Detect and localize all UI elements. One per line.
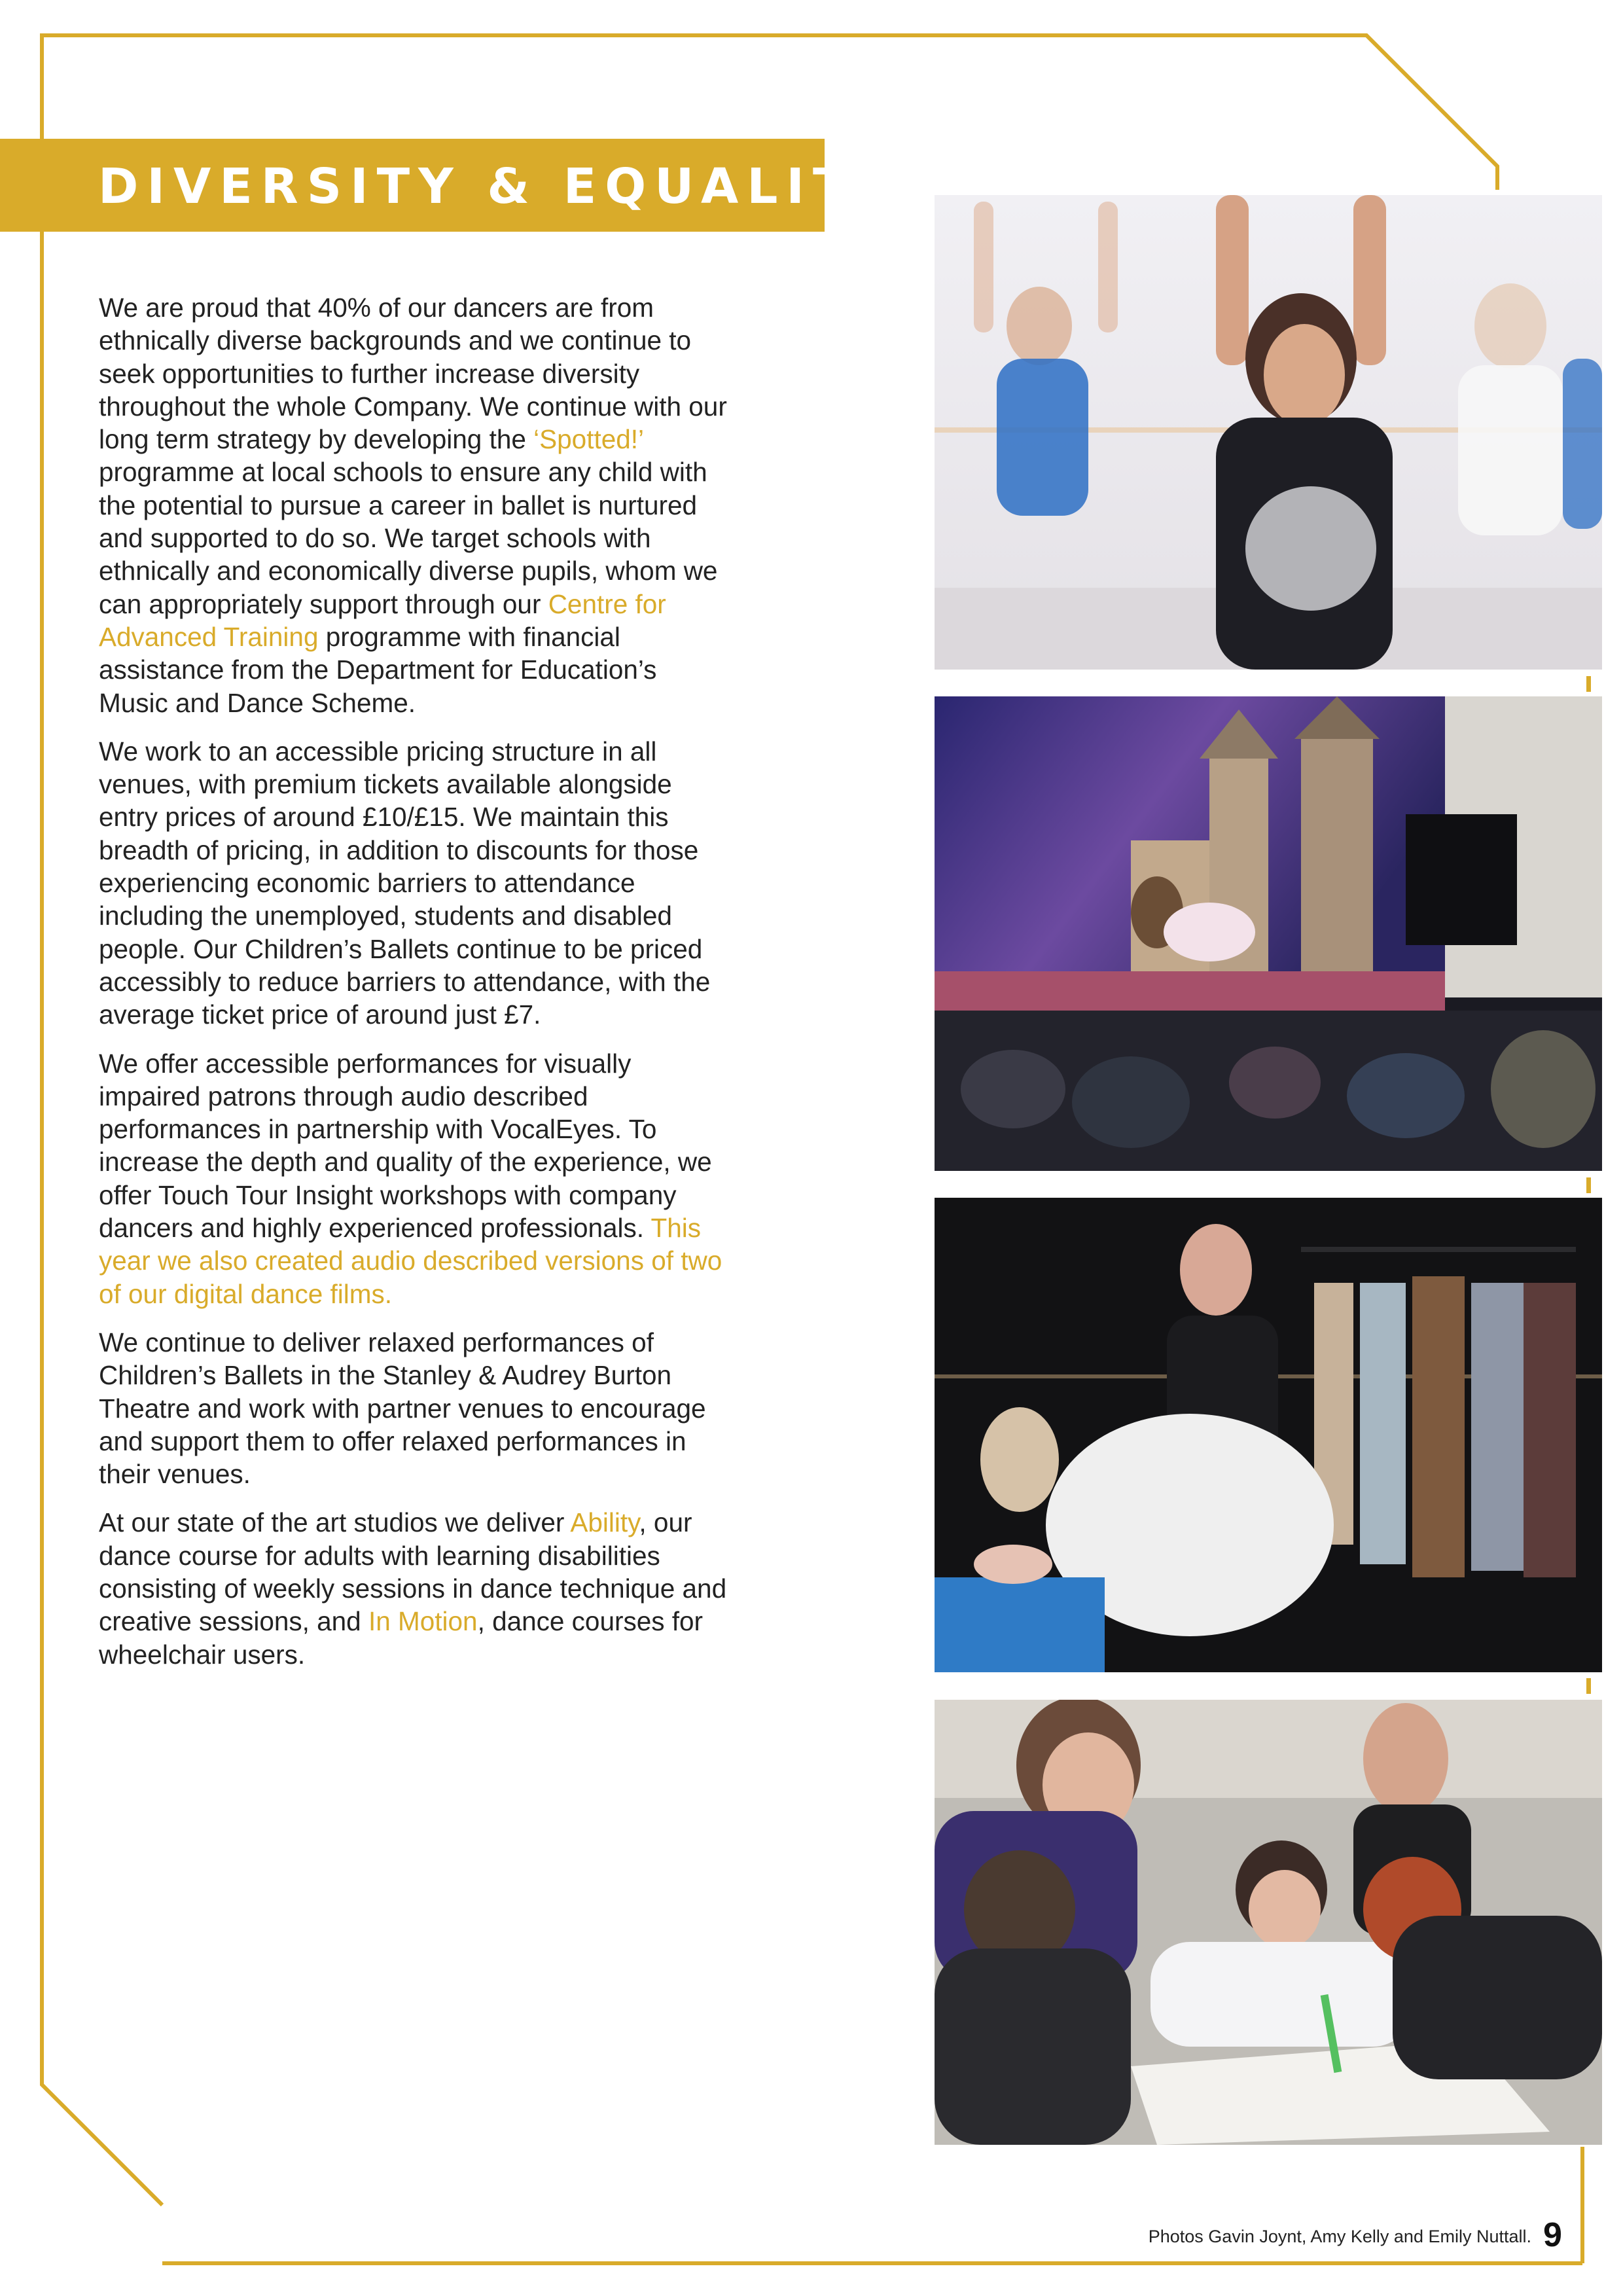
paragraph-studios <box>99 1506 727 1670</box>
p5-text-a: At our state of the art studios we deliver <box>99 1507 571 1538</box>
photo-divider-tick <box>1586 1678 1591 1694</box>
in-motion-link[interactable]: In Motion <box>368 1606 478 1637</box>
p1-text-a: We are proud that 40% of our dancers are from ethnically diverse backgrounds and we continue to seek opportunities to further increase diversity throughout the whole Company. We continue with our long term strategy by developing the <box>99 293 727 455</box>
photo-credit: Photos Gavin Joynt, Amy Kelly and Emily Nuttall. <box>1148 2227 1531 2246</box>
photo-divider-tick <box>1586 676 1591 692</box>
p1-text-b: programme at local schools to ensure any child with the potential to pursue a career in ballet is nurtured and supported to do so. We target schools with ethnically and economically diverse pupils, whom we can appropriately support through our <box>99 457 718 619</box>
page-number: 9 <box>1543 2216 1562 2254</box>
photo-dancer-costume-rack <box>935 1198 1602 1672</box>
p5-text-c: , dance courses for wheelchair users. <box>99 1606 703 1670</box>
photo-stage-performance <box>935 696 1602 1171</box>
audio-described-films-highlight[interactable]: This year we also created audio described versions of two of our digital dance films. <box>99 1213 722 1309</box>
paragraph-pricing: We work to an accessible pricing structure in all venues, with premium tickets available alongside entry prices of around £10/£15. We maintain this breadth of pricing, in addition to discounts for those experiencing economic barriers to attendance including the unemployed, students and disabled people. Our Children’s Ballets continue to be priced accessibly to reduce barriers to attendance, with the average ticket price of around just £7. <box>99 736 711 1030</box>
centre-for-advanced-training-link[interactable]: Centre for Advanced Training <box>99 588 666 652</box>
p1-text-c: programme with financial assistance from the Department for Education’s Music and Dance Scheme. <box>99 621 657 718</box>
spotted-link[interactable]: ‘Spotted!’ <box>533 424 643 455</box>
paragraph-accessible-performances <box>99 1047 727 1310</box>
body-text <box>99 291 727 1687</box>
photo-children-ballet-class <box>935 195 1602 670</box>
page-title: DIVERSITY & EQUALITY <box>98 158 898 215</box>
paragraph-relaxed-performances: We continue to deliver relaxed performances of Children’s Ballets in the Stanley & Audrey Burton Theatre and work with partner venues to encourage and support them to offer relaxed performances in their venues. <box>99 1327 706 1490</box>
photo-ability-workshop <box>935 1700 1602 2174</box>
p5-text-b: , our dance course for adults with learning disabilities consisting of weekly sessions in dance technique and creative sessions, and <box>99 1507 727 1637</box>
paragraph-diversity <box>99 291 727 719</box>
ability-link[interactable]: Ability <box>570 1507 639 1538</box>
p3-text-a: We offer accessible performances for visually impaired patrons through audio described performances in partnership with VocalEyes. To increase the depth and quality of the experience, we offer Touch Tour Insight workshops with company dancers and highly experienced professionals. <box>99 1048 712 1244</box>
photo-divider-tick <box>1586 1177 1591 1193</box>
